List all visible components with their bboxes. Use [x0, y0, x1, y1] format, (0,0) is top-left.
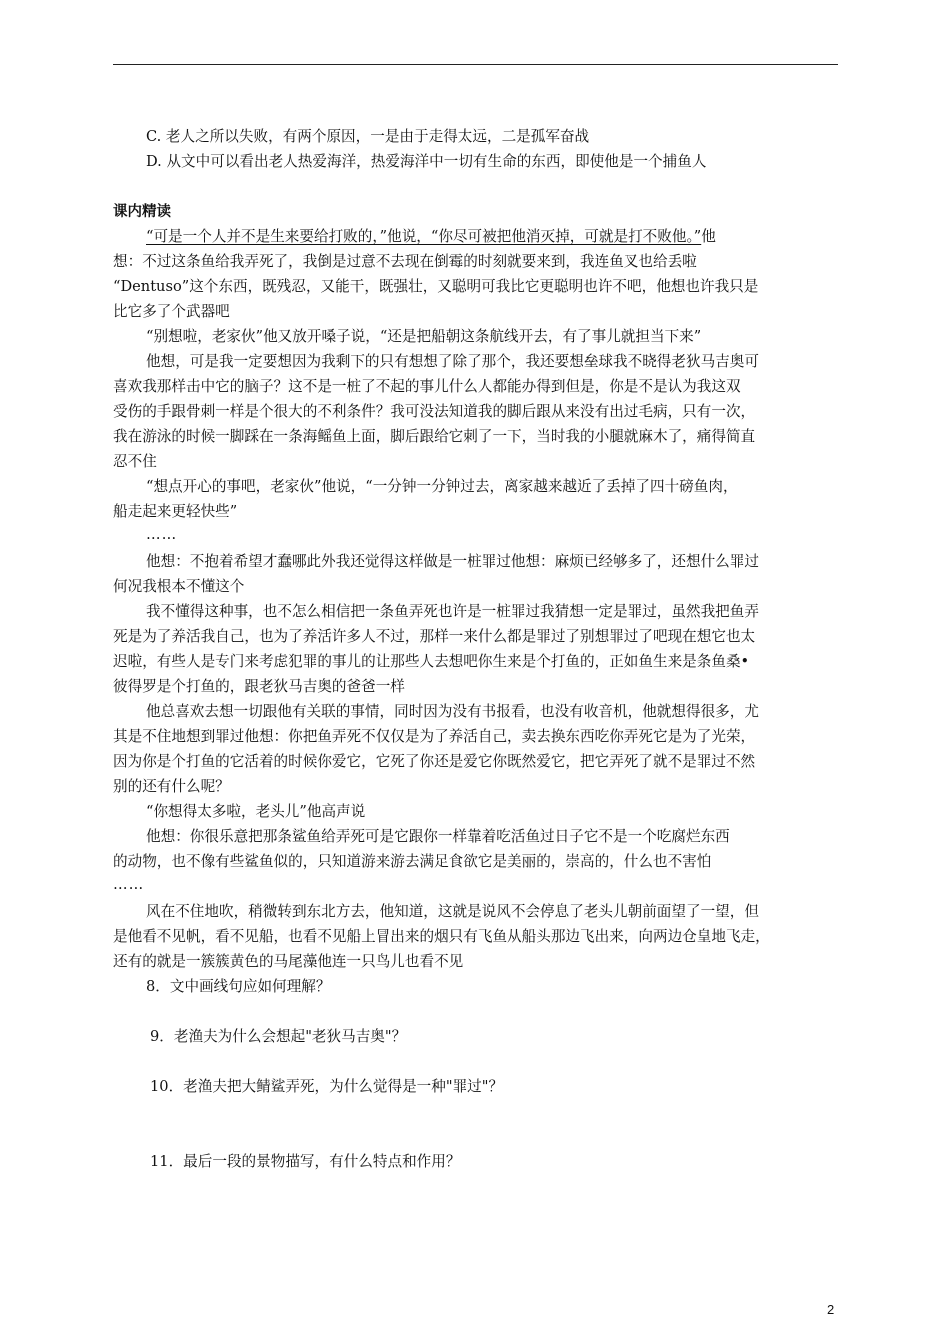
passage-line: 死是为了养活我自己，也为了养活许多人不过，那样一来什么都是罪过了别想罪过了吧现在想它也太 — [113, 628, 756, 645]
passage-line: 何况我根本不懂这个 — [113, 578, 245, 595]
passage-line: “别想啦，老家伙”他又放开嗓子说，“还是把船朝这条航线开去，有了事儿就担当下来” — [146, 328, 702, 345]
underlined-sentence: “可是一个人并不是生来要给打败的，”他说，“你尽可被把他消灭掉，可就是打不败他。” — [146, 228, 702, 245]
passage-line: 还有的就是一簇簇黄色的马尾藻他连一只鸟儿也看不见 — [113, 953, 464, 970]
passage-line: 我在游泳的时候一脚踩在一条海鳐鱼上面，脚后跟给它刺了一下，当时我的小腿就麻木了，痛得简直 — [113, 428, 756, 445]
option-c: C. 老人之所以失败，有两个原因，一是由于走得太远，二是孤军奋战 — [146, 128, 590, 145]
passage-line: 迟啦，有些人是专门来考虑犯罪的事儿的让那些人去想吧你生来是个打鱼的，正如鱼生来是条鱼桑• — [113, 653, 750, 670]
passage-line: 我不懂得这种事，也不怎么相信把一条鱼弄死也许是一桩罪过我猜想一定是罪过，虽然我把鱼弄 — [146, 603, 759, 620]
passage-line: 的动物，也不像有些鲨鱼似的，只知道游来游去满足食欲它是美丽的，崇高的，什么也不害怕 — [113, 853, 712, 870]
passage-line: 比它多了个武器吧 — [113, 303, 230, 320]
question-8: 8．文中画线句应如何理解？ — [146, 978, 331, 995]
passage-line: 忍不住 — [113, 453, 157, 470]
question-11: 11．最后一段的景物描写，有什么特点和作用？ — [150, 1153, 461, 1170]
passage-line: 风在不住地吹，稍微转到东北方去，他知道，这就是说风不会停息了老头儿朝前面望了一望，但 — [146, 903, 759, 920]
ellipsis: …… — [113, 876, 145, 893]
passage-line: 受伤的手跟骨刺一样是个很大的不利条件？我可没法知道我的脚后跟从来没有出过毛病，只有一次， — [113, 403, 756, 420]
passage-line: 别的还有什么呢？ — [113, 778, 230, 795]
passage-line: 他想，可是我一定要想因为我剩下的只有想想了除了那个，我还要想垒球我不晓得老狄马吉奥可 — [146, 353, 759, 370]
passage-line: 彼得罗是个打鱼的，跟老狄马吉奥的爸爸一样 — [113, 678, 405, 695]
passage-line: “可是一个人并不是生来要给打败的，”他说，“你尽可被把他消灭掉，可就是打不败他。”他 — [146, 228, 716, 245]
passage-line: “你想得太多啦，老头儿”他高声说 — [146, 803, 366, 820]
passage-line: 他想：不抱着希望才蠢哪此外我还觉得这样做是一桩罪过他想：麻烦已经够多了，还想什么罪过 — [146, 553, 759, 570]
passage-line: 他想：你很乐意把那条鲨鱼给弄死可是它跟你一样靠着吃活鱼过日子它不是一个吃腐烂东西 — [146, 828, 730, 845]
passage-line: 船走起来更轻快些” — [113, 503, 238, 520]
question-9: 9．老渔夫为什么会想起"老狄马吉奥"？ — [150, 1028, 407, 1045]
page-number: 2 — [827, 1302, 835, 1317]
passage-line: “Dentuso”这个东西，既残忍，又能干，既强壮，又聪明可我比它更聪明也许不吧，他想也许我只是 — [113, 278, 759, 295]
passage-line: 想：不过这条鱼给我弄死了，我倒是过意不去现在倒霉的时刻就要来到，我连鱼叉也给丢啦 — [113, 253, 697, 270]
section-title: 课内精读 — [113, 204, 171, 220]
passage-line: 是他看不见帆，看不见船，也看不见船上冒出来的烟只有飞鱼从船头那边飞出来，向两边仓皇地飞走， — [113, 928, 770, 945]
header-rule — [113, 64, 838, 65]
option-d: D. 从文中可以看出老人热爱海洋，热爱海洋中一切有生命的东西，即使他是一个捕鱼人 — [146, 153, 707, 170]
passage-line: 其是不住地想到罪过他想：你把鱼弄死不仅仅是为了养活自己，卖去换东西吃你弄死它是为了光荣， — [113, 728, 756, 745]
passage-line: 他总喜欢去想一切跟他有关联的事情，同时因为没有书报看，也没有收音机，他就想得很多，尤 — [146, 703, 759, 720]
passage-line: 喜欢我那样击中它的脑子？这不是一桩了不起的事儿什么人都能办得到但是，你是不是认为我这双 — [113, 378, 741, 395]
ellipsis: …… — [146, 526, 178, 543]
passage-line: “想点开心的事吧，老家伙”他说，“一分钟一分钟过去，离家越来越近了丢掉了四十磅鱼肉， — [146, 478, 738, 495]
passage-line: 因为你是个打鱼的它活着的时候你爱它，它死了你还是爱它你既然爱它，把它弄死了就不是罪过不然 — [113, 753, 756, 770]
question-10: 10．老渔夫把大鲭鲨弄死，为什么觉得是一种"罪过"？ — [150, 1078, 504, 1095]
